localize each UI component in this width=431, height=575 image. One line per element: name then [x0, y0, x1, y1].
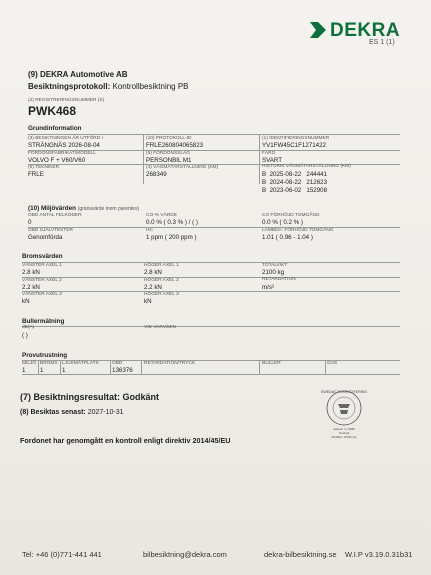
- right-axle-2-label: HÖGER AXEL 2: [144, 278, 179, 283]
- vehicle-type: PERSONBIL M1: [146, 157, 192, 164]
- equipment-value: 1: [62, 367, 66, 374]
- footer-web: dekra-bilbesiktning.se: [264, 550, 337, 559]
- lambda-value: 1.01 ( 0.96 - 1.04 ): [262, 234, 313, 241]
- equipment-header: RETARDATION/TRYCK: [144, 361, 196, 366]
- left-axle-1: 2.8 kN: [22, 269, 40, 276]
- co-idle-label: CO FÖRHÖJD TOMGÅNG: [262, 213, 320, 218]
- odometer-history-row: [262, 171, 327, 178]
- obd-errors-label: OBD ANTAL FELKODER: [28, 213, 82, 218]
- history-code: B: [262, 187, 267, 194]
- left-axle-1-label: VÄNSTER AXEL 1: [22, 263, 62, 268]
- technician-label: (6) TEKNIKER: [28, 165, 60, 170]
- result-value: Godkänt: [122, 392, 160, 402]
- left-axle-2: 2.2 kN: [22, 284, 40, 291]
- section-brakes: Bromsvärden: [22, 253, 63, 260]
- lambda-label: LAMBDA: FÖRHÖJD TOMGÅNG: [262, 228, 334, 233]
- registration-number: PWK468: [28, 104, 77, 118]
- right-axle-2: 2.2 kN: [144, 284, 162, 291]
- history-date: 2024-08-22: [269, 179, 302, 186]
- section-noise: Bullermätning: [22, 318, 65, 325]
- last-inspection: [20, 409, 124, 416]
- vin-label: (1) IDENTIFIERINGSNUMMER: [262, 136, 330, 141]
- odometer-history-label: HISTORIK VÄGMÄTARSTÄLLNING (KM): [262, 164, 351, 169]
- swedac-seal-icon: [320, 388, 368, 442]
- odometer-history-row: [262, 187, 327, 194]
- protocol-title: [28, 82, 189, 91]
- right-axle-3-label: HÖGER AXEL 3: [144, 292, 179, 297]
- environment-title: (10) Miljövärden: [28, 205, 76, 212]
- inspection-place: STRÄNGNÄS 2026-08-04: [28, 142, 100, 149]
- footer-email: bilbesiktning@dekra.com: [143, 550, 227, 559]
- odometer-history-row: [262, 179, 327, 186]
- history-date: 2023-06-02: [269, 187, 302, 194]
- footer-version: W.I.P v3.19.0.31b31: [345, 550, 413, 559]
- page-number: ES 1 (1): [369, 39, 395, 46]
- protocol-label: Besiktningsprotokoll:: [28, 82, 111, 91]
- odometer: 268349: [146, 171, 167, 178]
- inspection-place-label: (3) BESIKTNINGEN ÄR UTFÖRD I: [28, 136, 103, 141]
- history-code: B: [262, 171, 267, 178]
- section-equipment: Provutrustning: [22, 352, 68, 359]
- stamp-text: SWEDAC ACKREDITERING: [320, 390, 368, 394]
- stamp-line: Kontroll: [338, 431, 350, 435]
- obd-self-label: OBD SJÄLVTESTER: [28, 228, 73, 233]
- total-weight: 2100 kg: [262, 269, 285, 276]
- vehicle-color: SVART: [262, 157, 283, 164]
- color-label: FÄRG: [262, 151, 276, 156]
- equipment-value: 1: [22, 367, 26, 374]
- equipment-value: 136376: [112, 367, 133, 374]
- result-label: (7) Besiktningsresultat:: [20, 392, 121, 402]
- section-basic-info: Grundinformation: [28, 125, 82, 132]
- dekra-logo-icon: [308, 20, 328, 40]
- last-inspection-date: 2027-10-31: [87, 409, 124, 416]
- right-axle-3: kN: [144, 298, 152, 305]
- equipment-header: GAS: [327, 361, 338, 366]
- left-axle-3-label: VÄNSTER AXEL 3: [22, 292, 62, 297]
- stamp-line: Ackred. nr. 8056: [333, 427, 355, 431]
- co-value: 0.0 % ( 0.3 % ) / ( ): [146, 219, 198, 226]
- total-weight-label: TOTALVIKT: [262, 263, 288, 268]
- registration-label: (2) REGISTRERINGSNUMMER (S): [28, 98, 105, 103]
- left-axle-2-label: VÄNSTER AXEL 2: [22, 278, 62, 283]
- obd-errors: 0: [28, 219, 32, 226]
- inspection-result: [20, 392, 159, 402]
- make-label: FORDONSFABRIKAT/MODELL: [28, 151, 96, 156]
- environment-note: (gränsvärde inom parentes): [77, 206, 140, 212]
- technician: FRLE: [28, 171, 44, 178]
- retardation: m/s²: [262, 284, 275, 291]
- company-name: (9) DEKRA Automotive AB: [28, 70, 128, 79]
- vin: YV1FW45C1F1271422: [262, 142, 326, 149]
- history-km: 212623: [306, 179, 328, 186]
- noise-db-label: dB(A): [22, 325, 35, 330]
- last-inspection-label: (8) Besiktas senast:: [20, 409, 86, 416]
- equipment-header: BROMS: [40, 361, 58, 366]
- stamp-line: ISO/IEC 17020 (A): [331, 435, 357, 439]
- retardation-label: RETARDATION: [262, 277, 296, 282]
- history-km: 244441: [306, 171, 328, 178]
- left-axle-3: kN: [22, 298, 30, 305]
- section-environment: [28, 205, 139, 212]
- equipment-header: LJUSMÄTPLATS: [62, 361, 99, 366]
- history-km: 152908: [306, 187, 328, 194]
- obd-self: Genomförda: [28, 234, 63, 241]
- history-date: 2025-08-22: [269, 171, 302, 178]
- odometer-label: (4) VÄGMÄTARSTÄLLNING (KM): [146, 165, 219, 170]
- right-axle-1: 2.8 kN: [144, 269, 162, 276]
- make-model: VOLVO F + V60/V60: [28, 157, 86, 164]
- hc-label: HC: [146, 228, 153, 233]
- noise-rpm-label: VID VARV/MIN: [144, 325, 177, 330]
- directive-text: Fordonet har genomgått en kontroll enligt direktiv 2014/45/EU: [20, 436, 231, 445]
- footer-phone: Tel: +46 (0)771-441 441: [22, 550, 102, 559]
- protocol-id-label: (10) PROTOKOLL-ID: [146, 136, 192, 141]
- hc-value: 1 ppm ( 200 ppm ): [146, 234, 197, 241]
- brand-logo-text: DEKRA: [330, 20, 401, 41]
- equipment-value: 1: [40, 367, 44, 374]
- noise-db: ( ): [22, 332, 28, 339]
- history-code: B: [262, 179, 267, 186]
- protocol-value: Kontrollbesiktning PB: [112, 82, 189, 91]
- equipment-header: MILJÖ: [22, 361, 37, 366]
- co-label: CO-% VÄRDE: [146, 213, 177, 218]
- vehicle-type-label: (5) FORDONSSLAG: [146, 151, 190, 156]
- equipment-header: BULLER: [262, 361, 281, 366]
- right-axle-1-label: HÖGER AXEL 1: [144, 263, 179, 268]
- equipment-header: OBD: [112, 361, 123, 366]
- co-idle-value: 0.0 % ( 0.2 % ): [262, 219, 303, 226]
- protocol-id: FRLE260804065823: [146, 142, 204, 149]
